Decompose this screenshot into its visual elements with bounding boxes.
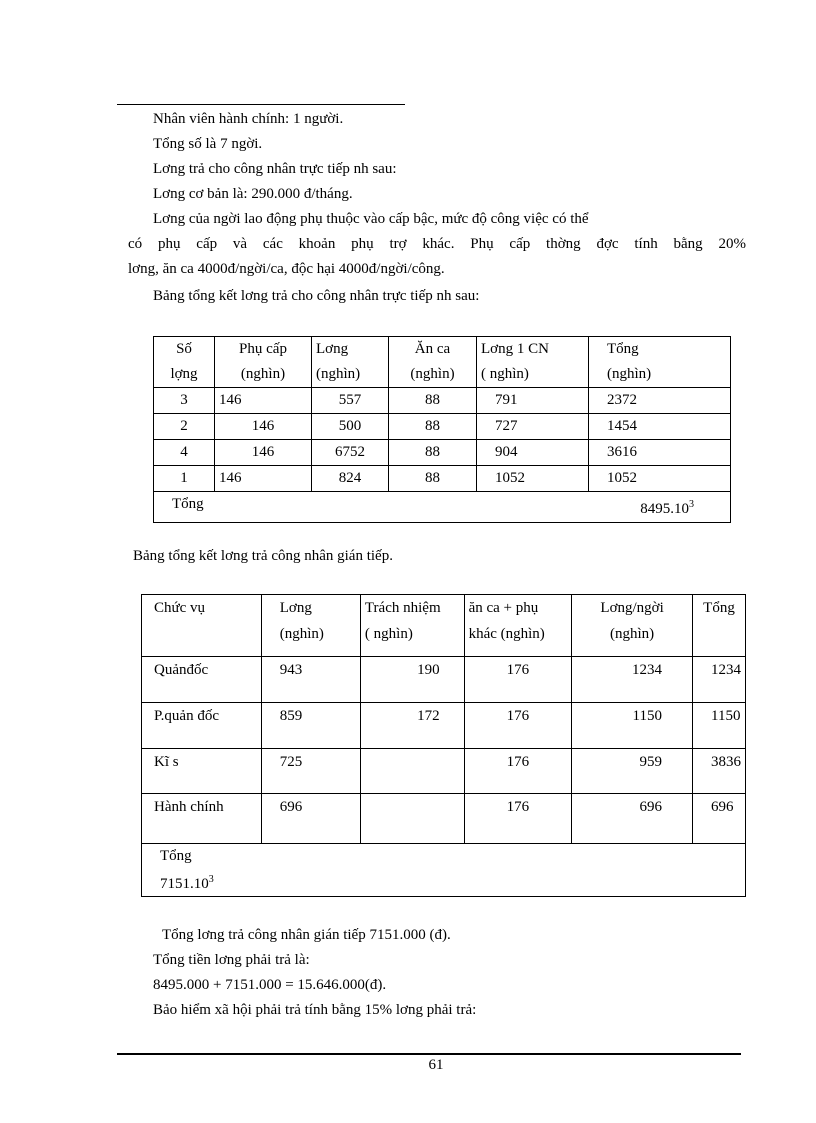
table-cell: 88 bbox=[389, 466, 477, 492]
table-row bbox=[154, 466, 731, 492]
table-total-row bbox=[154, 492, 731, 523]
table-cell: 959 bbox=[572, 749, 693, 794]
table-cell: 4 bbox=[154, 440, 215, 466]
table-cell: 176 bbox=[464, 794, 572, 844]
paragraph-total-people: Tổng số là 7 ngời. bbox=[153, 136, 263, 152]
table-cell: 557 bbox=[312, 388, 389, 414]
table-row bbox=[154, 414, 731, 440]
table-row bbox=[142, 657, 746, 703]
table-header-row bbox=[154, 337, 731, 388]
paragraph-table2-caption: Bảng tổng kết lơng trả công nhân gián tiếp. bbox=[133, 548, 393, 564]
paragraph-total-payable-intro: Tổng tiền lơng phải trả là: bbox=[153, 952, 310, 968]
table-cell: 1234 bbox=[693, 657, 746, 703]
table-cell: 859 bbox=[261, 703, 360, 749]
table-cell: 725 bbox=[261, 749, 360, 794]
table-cell: 696 bbox=[261, 794, 360, 844]
table-cell: 3836 bbox=[693, 749, 746, 794]
total-value: 7151.10$^3$ bbox=[160, 874, 214, 892]
table-cell: 696 bbox=[693, 794, 746, 844]
header-rule bbox=[117, 104, 405, 105]
table-cell: 1150 bbox=[572, 703, 693, 749]
table-cell: 1150 bbox=[693, 703, 746, 749]
table-cell: 904 bbox=[477, 440, 589, 466]
table-cell: 176 bbox=[464, 657, 572, 703]
table-cell: 696 bbox=[572, 794, 693, 844]
table-cell: 500 bbox=[312, 414, 389, 440]
total-value: 8495.10$^3$ bbox=[640, 499, 694, 517]
table-cell: 727 bbox=[477, 414, 589, 440]
table-cell: 2372 bbox=[589, 388, 731, 414]
table-header-row bbox=[142, 595, 746, 657]
table-cell: 176 bbox=[464, 749, 572, 794]
table-cell: Kĩ s bbox=[142, 749, 262, 794]
table-cell: 1 bbox=[154, 466, 215, 492]
table-cell: 791 bbox=[477, 388, 589, 414]
table-header-cell: Lơng (nghìn) bbox=[261, 595, 360, 657]
table-cell: 3 bbox=[154, 388, 215, 414]
table-cell: 2 bbox=[154, 414, 215, 440]
paragraph-base-wage: Lơng cơ bản là: 290.000 đ/tháng. bbox=[153, 186, 353, 202]
paragraph-social-insurance: Bảo hiểm xã hội phải trả tính bằng 15% lơng phải trả: bbox=[153, 1002, 477, 1018]
table-total-cell bbox=[142, 844, 746, 897]
table-row bbox=[142, 794, 746, 844]
total-label: Tổng bbox=[160, 848, 192, 864]
table-cell: 146 bbox=[215, 414, 312, 440]
table-cell: 190 bbox=[360, 657, 464, 703]
table-cell: 1234 bbox=[572, 657, 693, 703]
table-header-cell: Tổng bbox=[693, 595, 746, 657]
table-cell: Hành chính bbox=[142, 794, 262, 844]
paragraph-direct-wage-intro: Lơng trả cho công nhân trực tiếp nh sau: bbox=[153, 161, 397, 177]
paragraph-indirect-total: Tổng lơng trả công nhân gián tiếp 7151.000 (đ). bbox=[162, 927, 451, 943]
table-cell: Quảnđốc bbox=[142, 657, 262, 703]
table-cell bbox=[360, 794, 464, 844]
table-cell: 146 bbox=[215, 388, 312, 414]
table-header-cell: Tổng (nghìn) bbox=[589, 337, 731, 388]
table-header-cell: Ăn ca (nghìn) bbox=[389, 337, 477, 388]
total-label: Tổng bbox=[172, 496, 204, 512]
table-header-cell: Lơng/ngời (nghìn) bbox=[572, 595, 693, 657]
table-total-row bbox=[142, 844, 746, 897]
direct-wage-table bbox=[153, 336, 731, 523]
table-cell: 1052 bbox=[477, 466, 589, 492]
table-total-cell bbox=[154, 492, 731, 523]
table-header-cell: Phụ cấp (nghìn) bbox=[215, 337, 312, 388]
table-cell: 146 bbox=[215, 440, 312, 466]
table-header-cell: Lơng (nghìn) bbox=[312, 337, 389, 388]
table-cell: 146 bbox=[215, 466, 312, 492]
page-number: 61 bbox=[428, 1057, 444, 1073]
table-header-cell: Lơng 1 CN ( nghìn) bbox=[477, 337, 589, 388]
table-cell: 3616 bbox=[589, 440, 731, 466]
table-row bbox=[154, 440, 731, 466]
paragraph-total-sum: 8495.000 + 7151.000 = 15.646.000(đ). bbox=[153, 977, 387, 993]
paragraph-table1-caption: Bảng tổng kết lơng trả cho công nhân trực tiếp nh sau: bbox=[153, 288, 480, 304]
table-cell: 1052 bbox=[589, 466, 731, 492]
table-cell bbox=[360, 749, 464, 794]
table-cell: 176 bbox=[464, 703, 572, 749]
table-cell: 6752 bbox=[312, 440, 389, 466]
table-cell: 824 bbox=[312, 466, 389, 492]
indirect-wage-table bbox=[141, 594, 746, 897]
table-cell: 88 bbox=[389, 414, 477, 440]
table-header-cell: Chức vụ bbox=[142, 595, 262, 657]
table-header-cell: Số lợng bbox=[154, 337, 215, 388]
table-cell: 943 bbox=[261, 657, 360, 703]
table-cell: 1454 bbox=[589, 414, 731, 440]
table-cell: P.quản đốc bbox=[142, 703, 262, 749]
table-row bbox=[142, 703, 746, 749]
table-row bbox=[154, 388, 731, 414]
table-row bbox=[142, 749, 746, 794]
table-cell: 172 bbox=[360, 703, 464, 749]
table-cell: 88 bbox=[389, 388, 477, 414]
paragraph-wage-depends: Lơng của ngời lao động phụ thuộc vào cấp bậc, mức độ công việc có thể bbox=[153, 211, 589, 227]
table-cell: 88 bbox=[389, 440, 477, 466]
table-header-cell: ăn ca + phụ khác (nghìn) bbox=[464, 595, 572, 657]
paragraph-allowances: có phụ cấp và các khoản phụ trợ khác. Phụ cấp thờng đợc tính bằng 20% bbox=[128, 236, 746, 252]
paragraph-meal-hazard: lơng, ăn ca 4000đ/ngời/ca, độc hại 4000đ/ngời/công. bbox=[128, 261, 445, 277]
footer-rule bbox=[117, 1053, 741, 1055]
table-header-cell: Trách nhiệm ( nghìn) bbox=[360, 595, 464, 657]
paragraph-admin-staff: Nhân viên hành chính: 1 người. bbox=[153, 111, 344, 127]
